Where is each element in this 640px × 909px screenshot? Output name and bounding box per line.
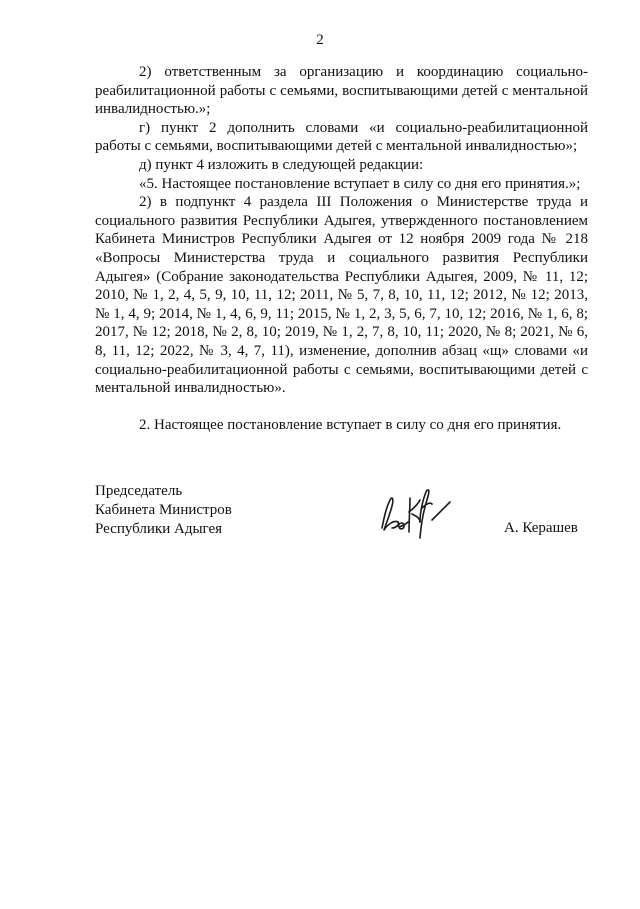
page-number: 2 [316,32,324,48]
signer-title-line: Кабинета Министров [95,502,232,518]
paragraph-quoted-item-5: «5. Настоящее постановление вступает в силу со дня его принятия.»; [139,175,581,192]
handwritten-signature-icon [376,478,456,540]
paragraph-clause-d: д) пункт 4 изложить в следующей редакции: [139,156,424,173]
paragraph-clause-2-regulation: 2) в подпункт 4 раздела III Положения о Министерстве труда и социального развития Республики Адыгея, утвержденного постановлением Кабинета Министров Республики Адыгея от 12 ноября 2009 года № 218 «Вопросы Министерства труда и социального развития Республики Адыгея» (Собрание законодательства Республики Адыгея, 2009, № 11, 12; 2010, № 1, 2, 4, 5, 9, 10, 11, 12; 2011, № 5, 7, 8, 10, 11, 12; 2012, № 12; 2013, № 1, 4, 9; 2014, № 1, 4, 6, 9, 11; 2015, № 1, 2, 3, 5, 6, 7, 10, 12; 2016, № 1, 6, 8; 2017, № 12; 2018, № 2, 8, 10; 2019, № 1, 2, 7, 8, 10, 11; 2020, № 8; 2021, № 6, 8, 11, 12; 2022, № 3, 4, 7, 11), изменение, дополнив абзац «щ» словами «и социально-реабилитационной работы с семьями, воспитывающими детей с ментальной инвалидностью». [95,194,588,397]
signer-title-line: Председатель [95,483,183,499]
signer-title-line: Республики Адыгея [95,521,223,537]
paragraph-clause-g: г) пункт 2 дополнить словами «и социально-реабилитационной работы с семьями, воспитывающими детей с ментальной инвалидностью»; [95,119,588,155]
signer-title [95,482,232,539]
signer-name: А. Керашев [504,520,578,536]
paragraph-entry-into-force: 2. Настоящее постановление вступает в силу со дня его принятия. [139,416,562,433]
paragraph-clause-2-responsible: 2) ответственным за организацию и координацию социально-реабилитационной работы с семьями, воспитывающими детей с ментальной инвалидностью.»; [95,64,588,118]
document-body [95,63,588,434]
